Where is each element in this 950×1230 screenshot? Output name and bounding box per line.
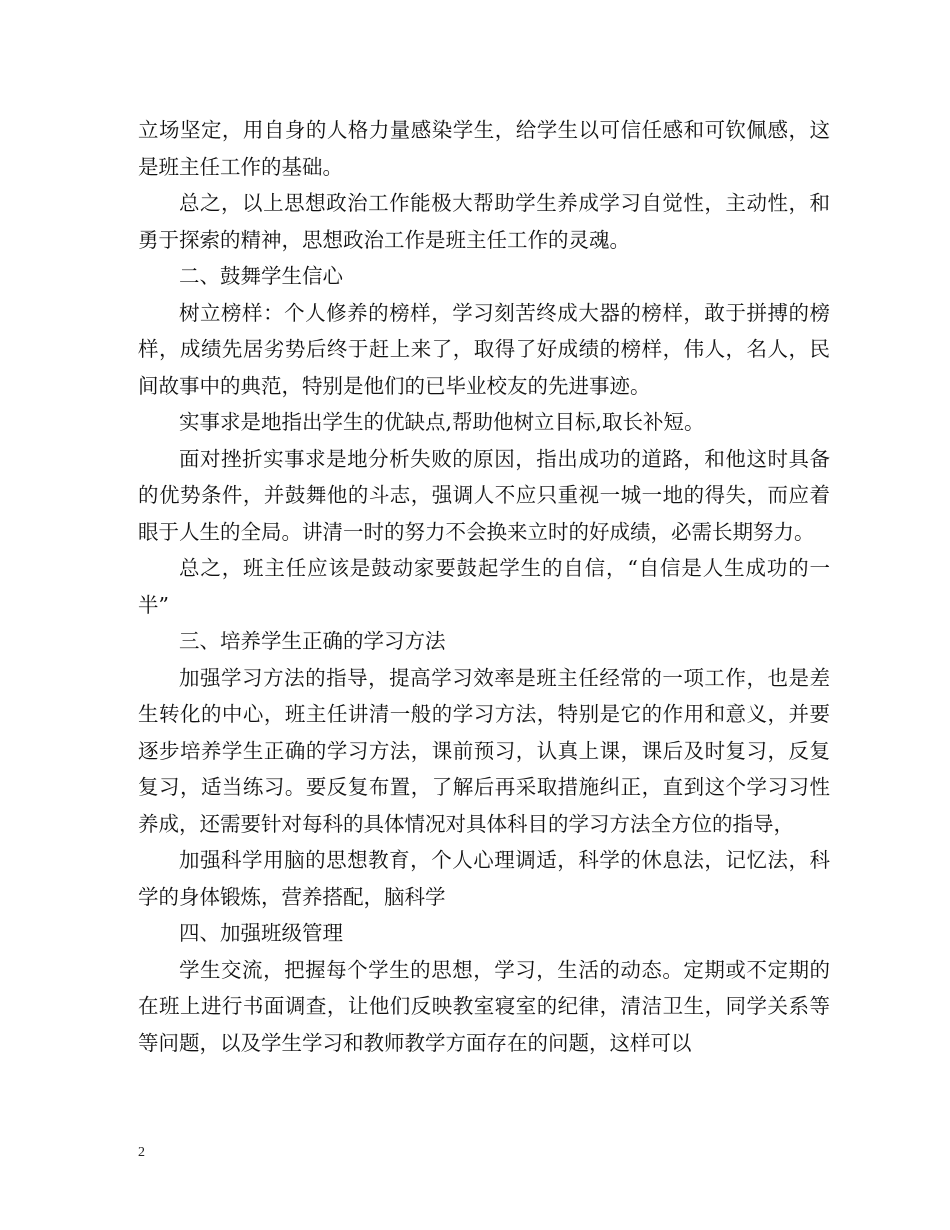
paragraph-strengths-weaknesses: 实事求是地指出学生的优缺点,帮助他树立目标,取长补短。 [179,410,705,434]
paragraph-study-method-guidance: 加强学习方法的指导，提高学习效率是班主任经常的一项工作，也是差生转化的中心，班主任讲清一般的学习方法，特别是它的作用和意义，并要逐步培养学生正确的学习方法，课前预习，认真上课，课后及时复习，反复复习，适当练习。要反复布置，了解后再采取措施纠正，直到这个学习习性养成，还需要针对每科的具体情况对具体科目的学习方法全方位的指导， [138,665,830,836]
section-heading-study-methods: 三、培养学生正确的学习方法 [179,629,446,653]
paragraph-scientific-brain-use: 加强科学用脑的思想教育，个人心理调适，科学的休息法，记忆法，科学的身体锻炼，营养搭配，脑科学 [138,848,830,909]
paragraph-facing-setbacks: 面对挫折实事求是地分析失败的原因，指出成功的道路，和他这时具备的优势条件，并鼓舞他的斗志，强调人不应只重视一城一地的得失，而应着眼于人生的全局。讲清一时的努力不会换来立时的好成绩，必需长期努力。 [138,446,830,544]
paragraph-role-models: 树立榜样：个人修养的榜样，学习刻苦终成大器的榜样，敢于拼搏的榜样，成绩先居劣势后终于赶上来了，取得了好成绩的榜样，伟人，名人，民间故事中的典范，特别是他们的已毕业校友的先进事迹。 [138,300,830,398]
paragraph-summary-political-work: 总之，以上思想政治工作能极大帮助学生养成学习自觉性，主动性，和勇于探索的精神，思想政治工作是班主任工作的灵魂。 [138,191,830,252]
document-body [138,112,830,1061]
paragraph-student-communication: 学生交流，把握每个学生的思想，学习，生活的动态。定期或不定期的在班上进行书面调查，让他们反映教室寝室的纪律，清洁卫生，同学关系等等问题，以及学生学习和教师教学方面存在的问题，这样可以 [138,957,830,1055]
paragraph-continuation: 立场坚定，用自身的人格力量感染学生，给学生以可信任感和可钦佩感，这是班主任工作的基础。 [138,118,830,179]
paragraph-summary-confidence: 总之，班主任应该是鼓动家要鼓起学生的自信，“自信是人生成功的一半” [138,556,830,617]
section-heading-class-management: 四、加强班级管理 [179,921,343,945]
page-number: 2 [138,1145,145,1160]
section-heading-encourage-confidence: 二、鼓舞学生信心 [179,264,343,288]
